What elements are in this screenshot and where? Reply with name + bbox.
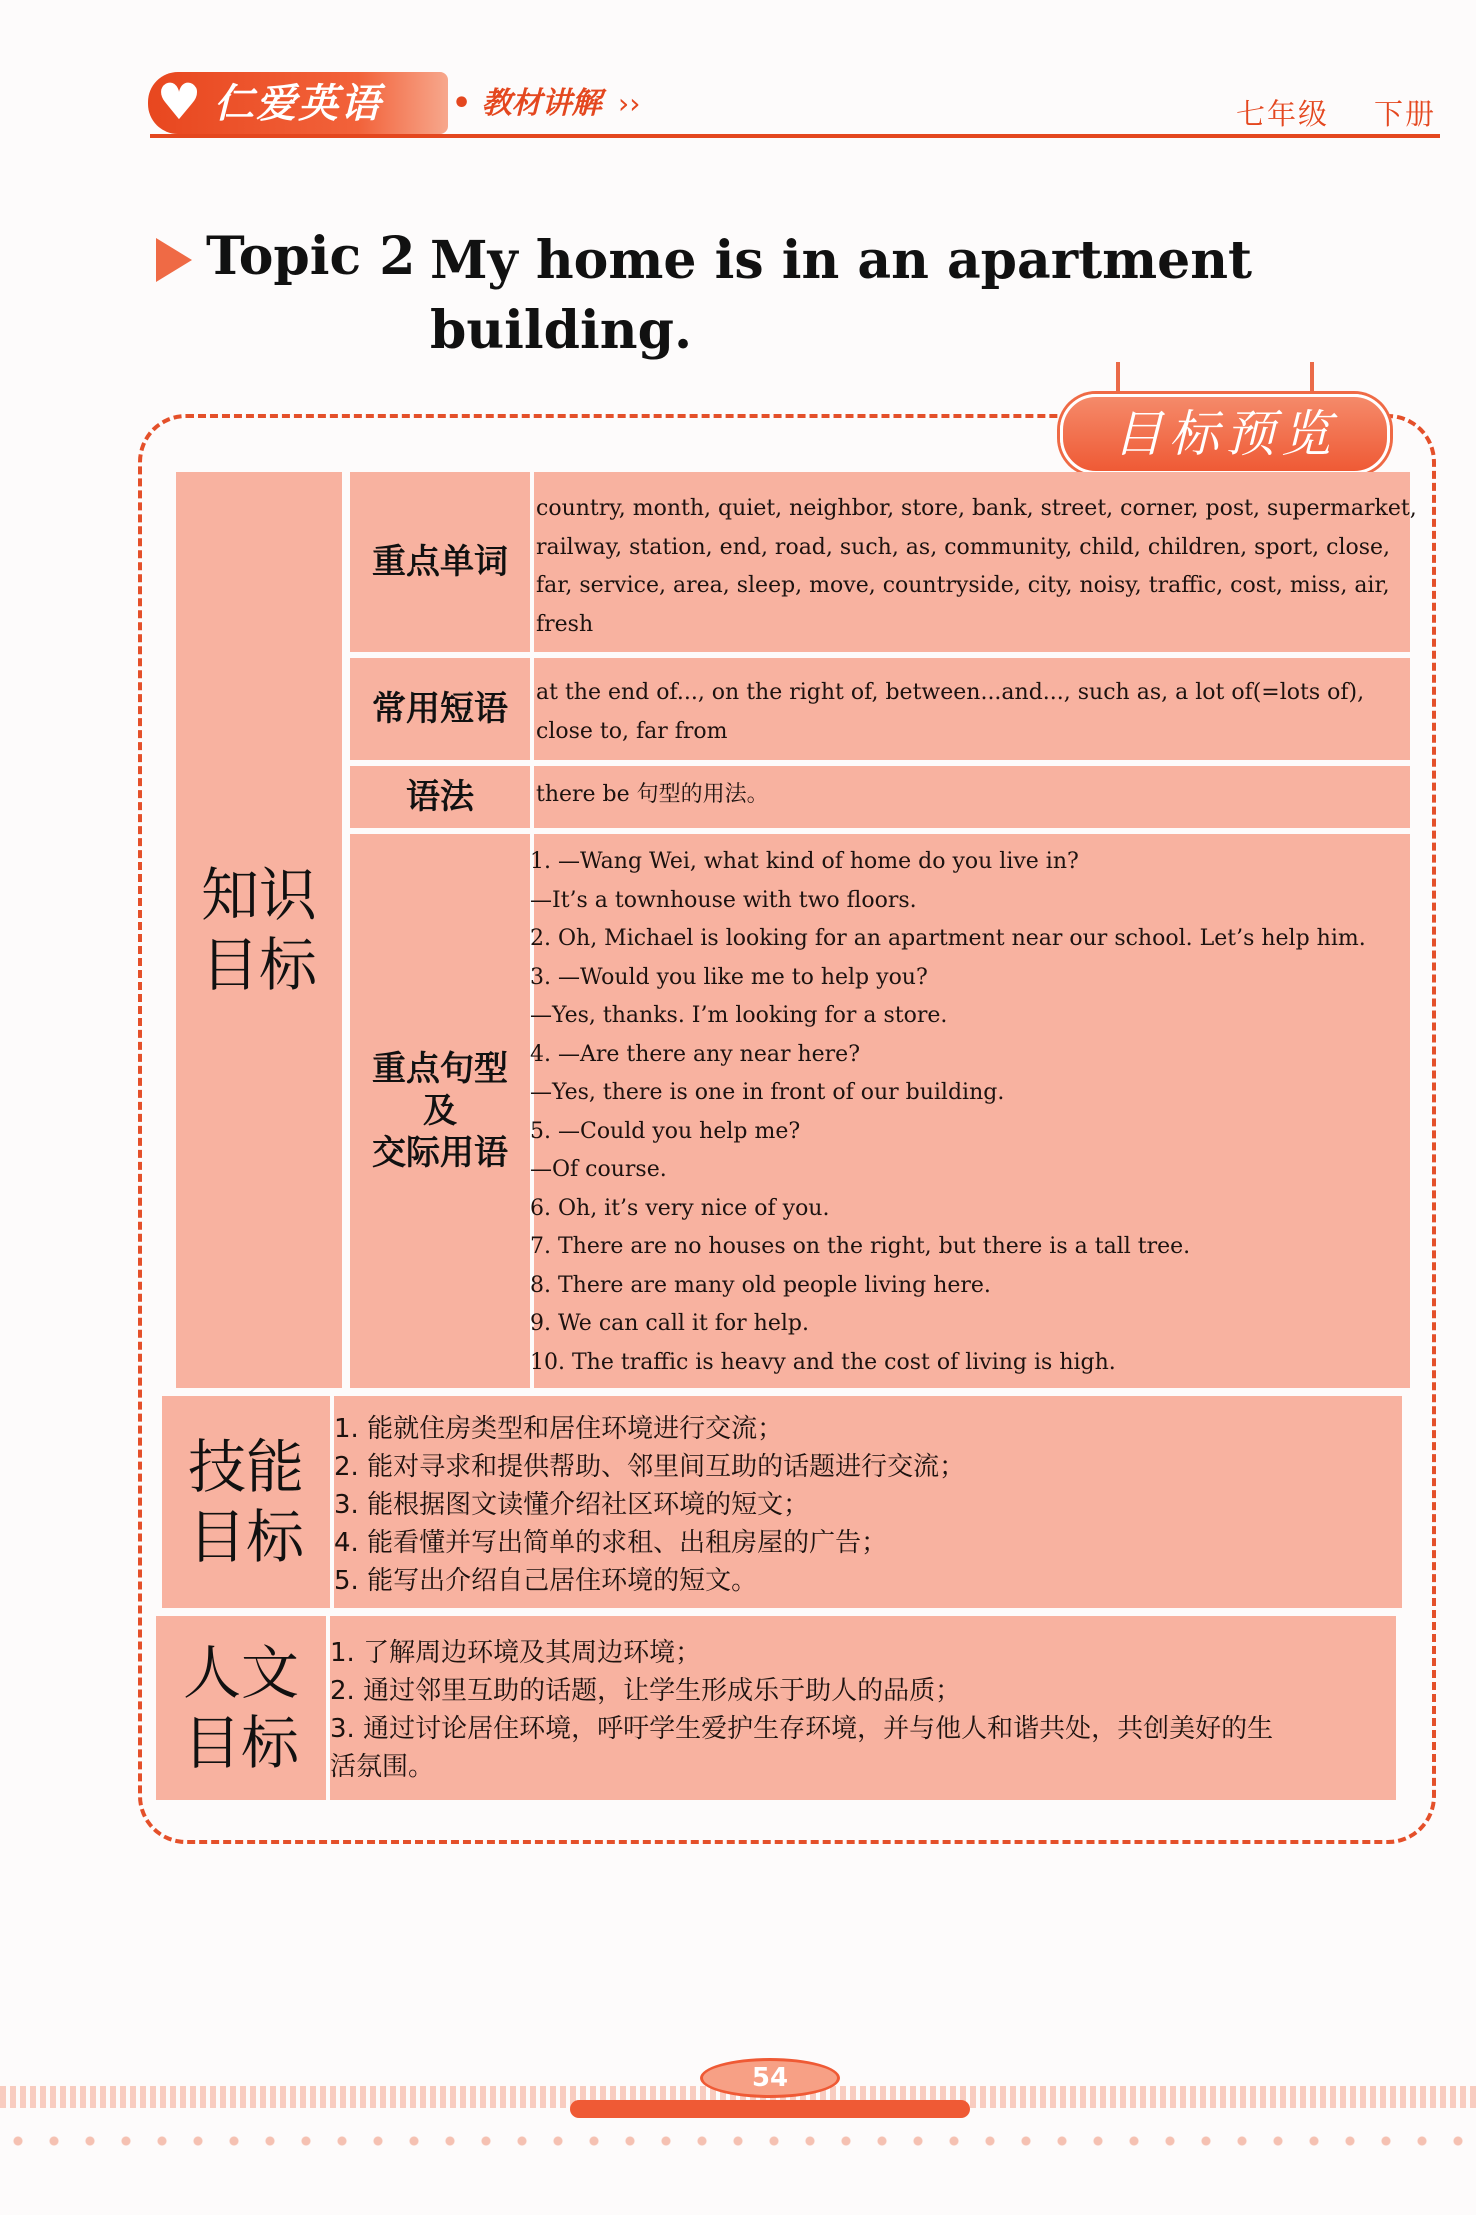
vocab-line: railway, station, end, road, such, as, community, child, children, sport, close,: [536, 534, 1391, 560]
vocab-list: [536, 490, 1417, 644]
heart-logo-icon: ♥: [156, 73, 202, 131]
skills-category-label: 技能 目标: [187, 1433, 304, 1571]
grammar-content: [536, 776, 1408, 815]
section-tag: • 教材讲解: [452, 86, 602, 121]
sentence-line: 2. Oh, Michael is looking for an apartment near our school. Let’s help him.: [530, 926, 1366, 951]
vocab-label: 重点单词: [372, 542, 508, 582]
header-divider: [150, 134, 1440, 138]
skill-item: 3. 能根据图文读懂介绍社区环境的短文；: [334, 1490, 810, 1520]
sentence-line: —Yes, thanks. I’m looking for a store.: [530, 1003, 948, 1028]
volume-label: 下册: [1374, 97, 1437, 131]
page-title: My home is in an apartment building.: [430, 230, 1253, 361]
sentence-list: [530, 843, 1406, 1382]
phrase-line: close to, far from: [536, 718, 728, 744]
page-number: 54: [751, 2063, 789, 2093]
sentence-line: 4. —Are there any near here?: [530, 1041, 860, 1067]
humanity-item: 2. 通过邻里互助的话题，让学生形成乐于助人的品质；: [330, 1676, 962, 1706]
humanity-item: 3. 通过讨论居住环境，呼吁学生爱护生存环境，并与他人和谐共处，共创美好的生: [330, 1714, 1274, 1744]
sentence-line: —It’s a townhouse with two floors.: [530, 887, 917, 913]
sentence-line: 9. We can call it for help.: [530, 1311, 809, 1336]
triangle-bullet-icon: [156, 238, 192, 282]
skill-item: 1. 能就住房类型和居住环境进行交流；: [334, 1414, 784, 1444]
footer-bar: [570, 2100, 970, 2118]
phrase-label: 常用短语: [372, 689, 508, 729]
humanity-category-label: 人文 目标: [182, 1639, 299, 1777]
skill-item: 2. 能对寻求和提供帮助、邻里间互助的话题进行交流；: [334, 1452, 966, 1482]
sentence-line: 6. Oh, it’s very nice of you.: [530, 1195, 830, 1221]
knowledge-category-label: 知识 目标: [200, 861, 317, 999]
phrase-line: at the end of..., on the right of, between...and..., such as, a lot of(=lots of),: [536, 680, 1365, 705]
phrase-list: [536, 674, 1408, 751]
humanity-item: 1. 了解周边环境及其周边环境；: [330, 1638, 702, 1668]
grammar-label: 语法: [406, 777, 474, 817]
grade-label: 七年级: [1236, 97, 1330, 131]
sentence-line: —Of course.: [530, 1157, 667, 1182]
sentence-line: 3. —Would you like me to help you?: [530, 964, 928, 990]
humanity-list: [330, 1634, 1390, 1786]
skills-list: [334, 1410, 1394, 1600]
grammar-text: there be 句型的用法。: [536, 782, 769, 807]
humanity-item: 活氛围。: [330, 1752, 435, 1782]
footer-dot-decoration: [0, 2126, 1476, 2156]
chevron-right-icon: ››: [618, 87, 641, 120]
sentence-label: 重点句型 及 交际用语: [372, 1049, 508, 1173]
vocab-line: country, month, quiet, neighbor, store, bank, street, corner, post, supermarket,: [536, 496, 1417, 521]
vocab-line: fresh: [536, 611, 594, 637]
sentence-line: 5. —Could you help me?: [530, 1118, 801, 1144]
sentence-line: —Yes, there is one in front of our building.: [530, 1080, 1005, 1105]
skill-item: 5. 能写出介绍自己居住环境的短文。: [334, 1566, 758, 1596]
skill-item: 4. 能看懂并写出简单的求租、出租房屋的广告；: [334, 1528, 888, 1558]
page-header: [0, 0, 1476, 150]
sentence-line: 7. There are no houses on the right, but there is a tall tree.: [530, 1234, 1191, 1259]
sentence-line: 8. There are many old people living here.: [530, 1272, 991, 1298]
topic-number: Topic 2: [206, 226, 416, 287]
brand-name: 仁爱英语: [214, 81, 382, 127]
sentence-line: 1. —Wang Wei, what kind of home do you live in?: [530, 849, 1079, 874]
vocab-line: far, service, area, sleep, move, countryside, city, noisy, traffic, cost, miss, air,: [536, 573, 1390, 598]
sentence-line: 10. The traffic is heavy and the cost of living is high.: [530, 1349, 1116, 1375]
goals-badge-label: 目标预览: [1113, 405, 1337, 463]
